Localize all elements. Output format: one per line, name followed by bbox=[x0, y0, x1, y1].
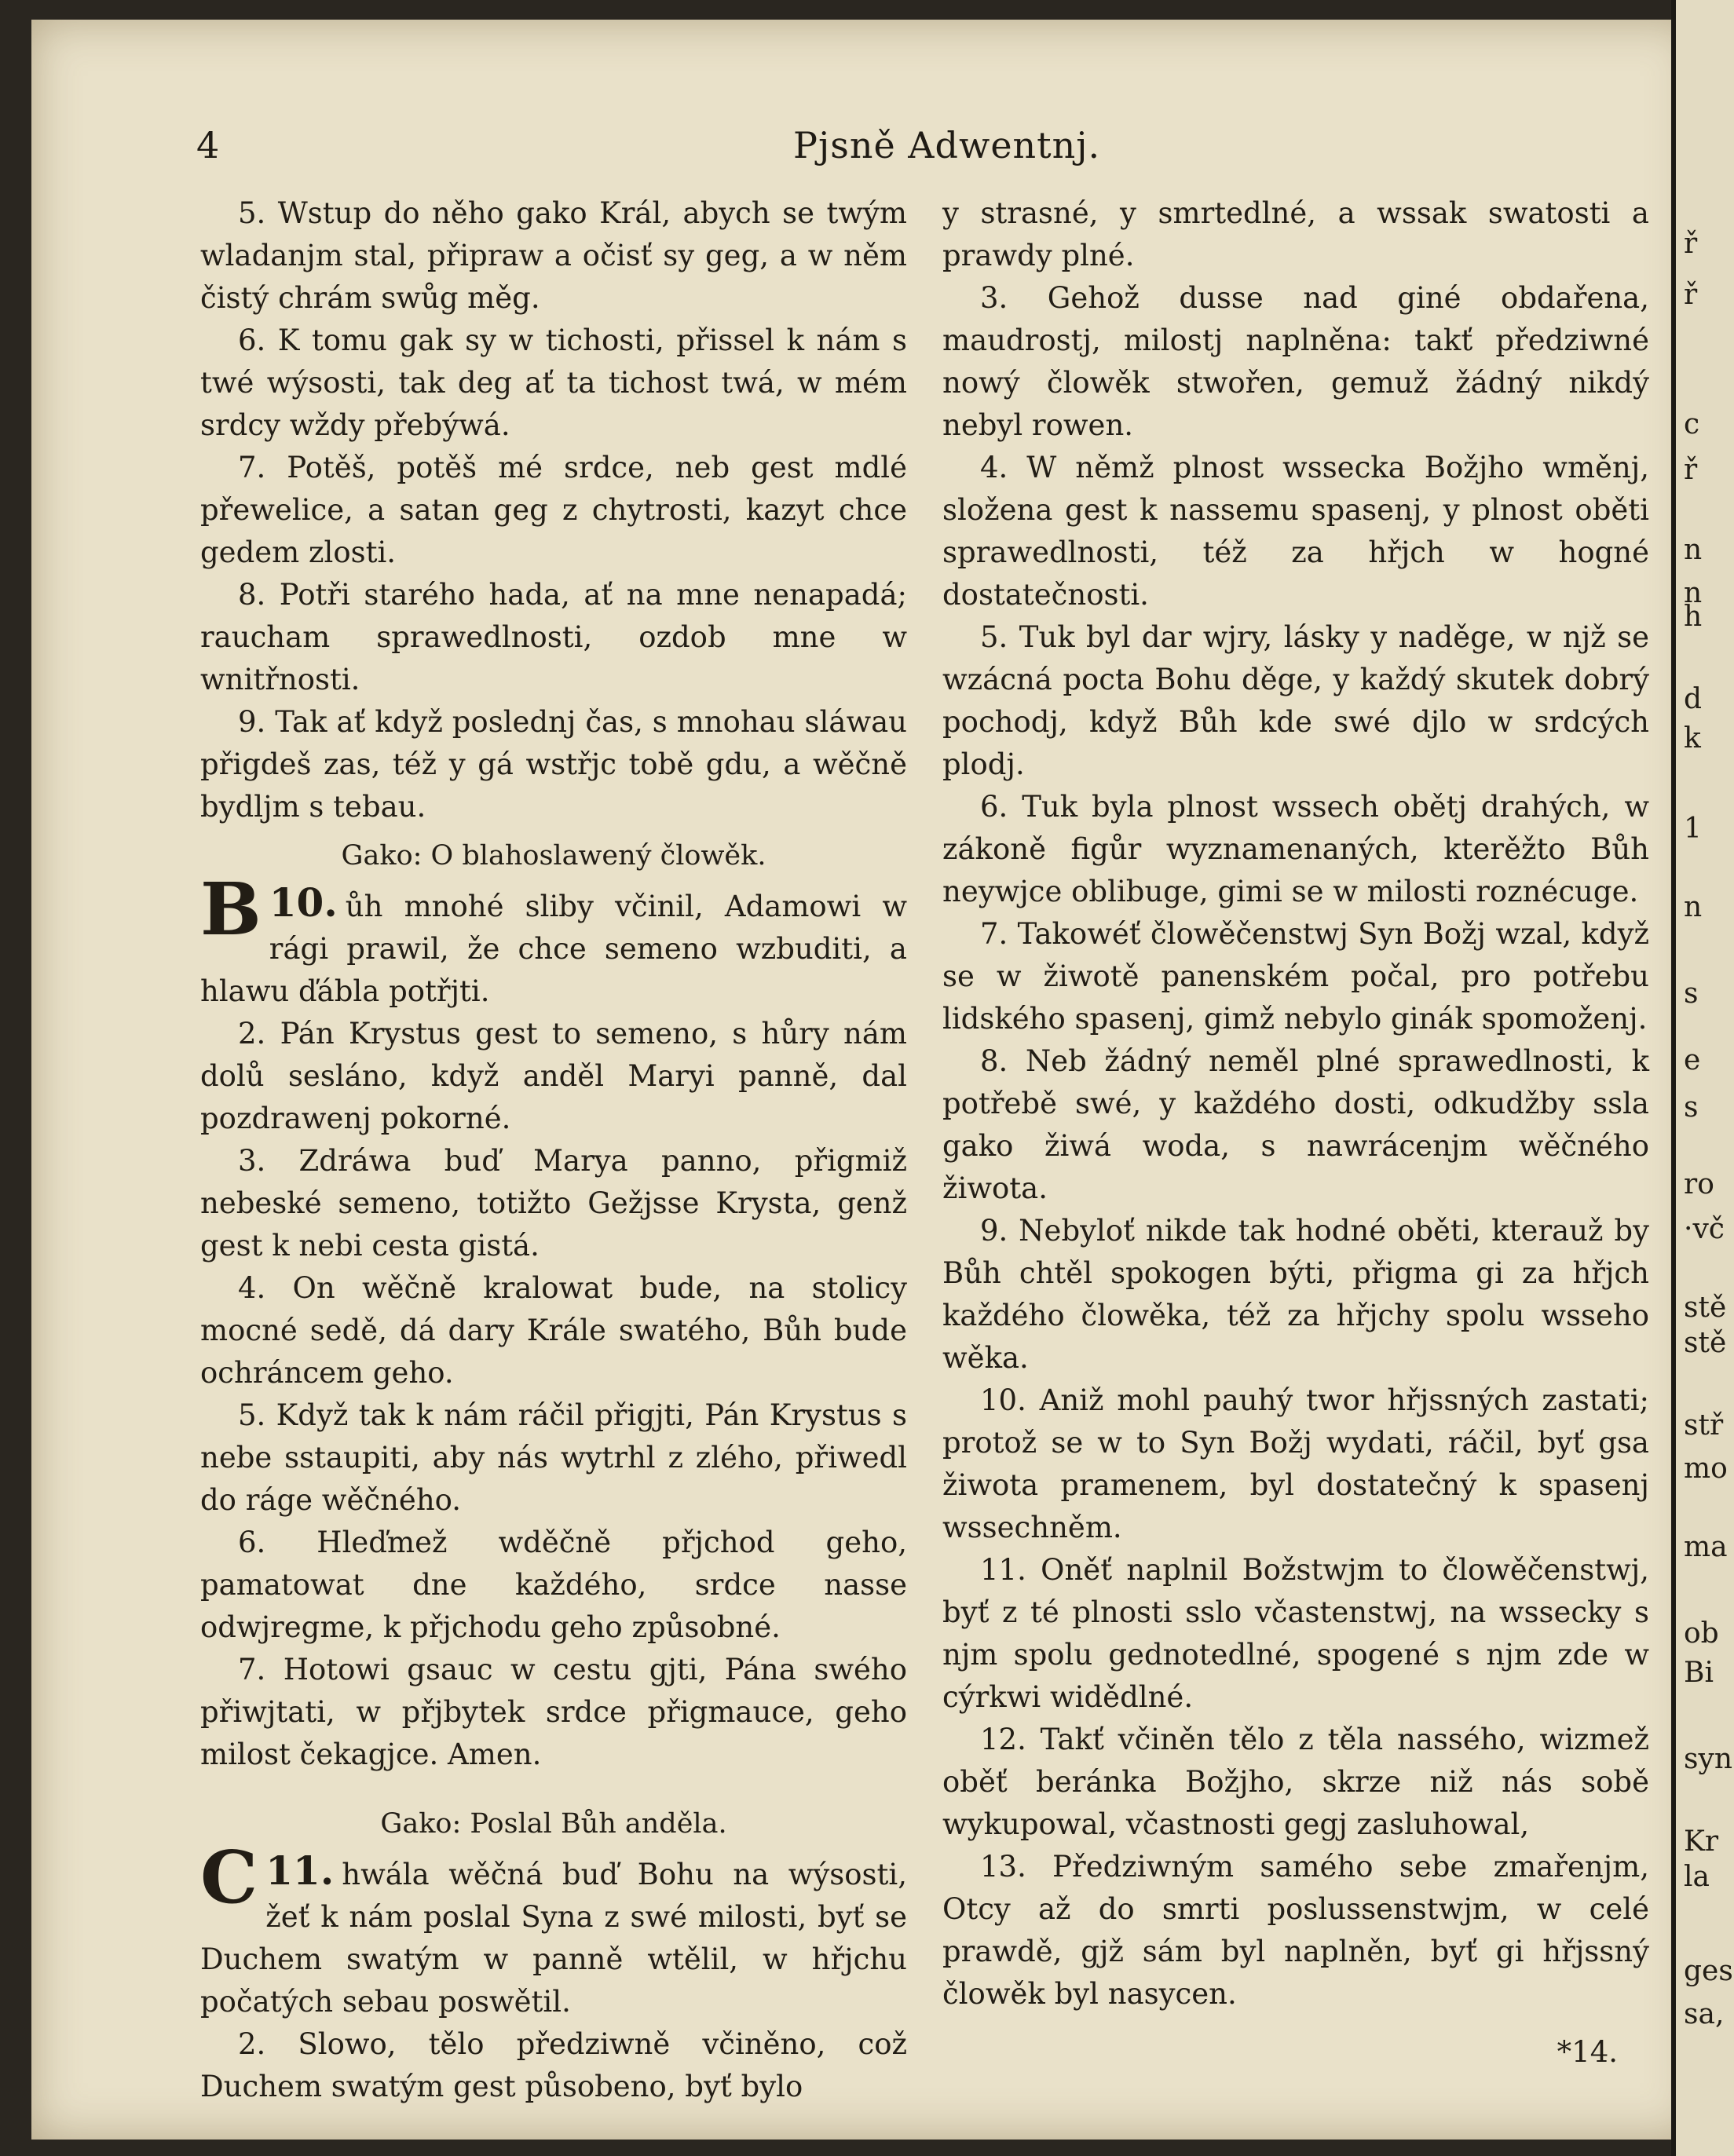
edge-fragment: la bbox=[1684, 1861, 1710, 1893]
edge-fragment: stř bbox=[1684, 1409, 1724, 1442]
edge-fragment: syn bbox=[1684, 1743, 1732, 1775]
edge-fragment: h bbox=[1684, 601, 1703, 633]
edge-fragment: s bbox=[1684, 1091, 1699, 1124]
edge-fragment: ř bbox=[1684, 454, 1698, 486]
left-column bbox=[200, 192, 907, 2103]
verse: 9. Tak ať když poslednj čas, s mnohau sláwau přigdeš zas, též y gá wstřjc tobě gdu, a wěčně bydljm s tebau. bbox=[200, 705, 907, 824]
verse: 12. Takť včiněn tělo z těla nassého, wizmež oběť beránka Božjho, skrze niž nás sobě wykupowal, včastnosti gegj zasluhowal, bbox=[942, 1723, 1649, 1841]
edge-fragment: mo bbox=[1684, 1453, 1728, 1485]
edge-fragment: n bbox=[1684, 891, 1703, 923]
edge-fragment: 1 bbox=[1684, 813, 1702, 845]
verse: 5. Wstup do něho gako Král, abych se twým wladanjm stal, připraw a očisť sy geg, a w něm čistý chrám swůg měg. bbox=[200, 196, 907, 315]
verse: 3. Zdráwa buď Marya panno, přigmiž nebeské semeno, totižto Gežjsse Krysta, genž gest k nebi cesta gistá. bbox=[200, 1144, 907, 1263]
verse: 8. Potři starého hada, ať na mne nenapadá; raucham sprawedlnosti, ozdob mne w wnitřnosti. bbox=[200, 578, 907, 696]
edge-fragment: c bbox=[1684, 408, 1700, 440]
hymn-number: 11. bbox=[265, 1847, 335, 1894]
verse: 6. Hleďmež wděčně přjchod geho, pamatowat dne každého, srdce nasse odwjregme, k přjchodu geho způsobné. bbox=[200, 1526, 907, 1644]
edge-fragment: stě bbox=[1684, 1292, 1727, 1324]
hymn-number: 10. bbox=[269, 879, 338, 926]
edge-fragment: n bbox=[1684, 577, 1703, 609]
verse: 13. Předziwným samého sebe zmařenjm, Otcy až do smrti poslussenstwjm, w celé prawdě, gjž sám byl naplněn, byť gi hřjssný člowěk byl nasycen. bbox=[942, 1850, 1649, 2011]
verse: 7. Takowéť člowěčenstwj Syn Božj wzal, když se w žiwotě panenském počal, pro potřebu lidského spasenj, gimž nebylo ginák spomoženj. bbox=[942, 917, 1649, 1036]
edge-fragment: d bbox=[1684, 683, 1703, 715]
edge-fragment: e bbox=[1684, 1044, 1701, 1076]
verse: 6. K tomu gak sy w tichosti, přissel k nám s twé wýsosti, tak deg ať ta tichost twá, w mém srdcy wždy přebýwá. bbox=[200, 323, 907, 442]
hymn-first-verse: ůh mnohé sliby včinil, Adamowi w rági prawil, že chce semeno wzbuditi, a hlawu ďábla potřjti. bbox=[200, 890, 907, 1008]
verse: 9. Nebyloť nikde tak hodné oběti, kterauž by Bůh chtěl spokogen býti, přigma gi za hřjch každého člowěka, též za hřjchy spolu wsseho wěka. bbox=[942, 1214, 1649, 1375]
verse: 11. Oněť naplnil Božstwjm to člowěčenstwj, byť z té plnosti sslo včastenstwj, na wssecky s njm spolu gednotedlné, spogené s njm zde w cýrkwi widědlné. bbox=[942, 1553, 1649, 1714]
edge-fragment: k bbox=[1684, 722, 1701, 755]
verse: 2. Pán Krystus gest to semeno, s hůry nám dolů sesláno, když anděl Maryi panně, dal pozdrawenj pokorné. bbox=[200, 1017, 907, 1135]
edge-fragment: ro bbox=[1684, 1168, 1714, 1200]
tune-reference: Gako: Poslal Bůh anděla. bbox=[380, 1808, 727, 1840]
verse: 8. Neb žádný neměl plné sprawedlnosti, k potřebě swé, y každého dosti, odkudžby ssla gako žiwá woda, s nawrácenjm wěčného žiwota. bbox=[942, 1044, 1649, 1205]
edge-fragment: sa, bbox=[1684, 1998, 1725, 2030]
edge-fragment: s bbox=[1684, 978, 1699, 1010]
verse: 4. W němž plnost wssecka Božjho wměnj, složena gest k nassemu spasenj, y plnost oběti sprawedlnosti, též za hřjch w hogné dostatečnosti. bbox=[942, 451, 1649, 612]
hymn-first-verse: hwála wěčná buď Bohu na wýsosti, žeť k nám poslal Syna z swé milosti, byť se Duchem swatým w panně wtělil, w hřjchu počatých sebau poswětil. bbox=[200, 1858, 907, 2019]
verse: 5. Když tak k nám ráčil přigjti, Pán Krystus s nebe sstaupiti, aby nás wytrhl z zlého, přiwedl do ráge wěčného. bbox=[200, 1398, 907, 1517]
verse: 3. Gehož dusse nad giné obdařena, maudrostj, milostj naplněna: takť předziwné nowý člowěk stwořen, gemuž žádný nikdý nebyl rowen. bbox=[942, 281, 1649, 442]
verse: 7. Potěš, potěš mé srdce, neb gest mdlé přewelice, a satan geg z chytrosti, kazyt chce gedem zlosti. bbox=[200, 451, 907, 569]
edge-fragment: ř bbox=[1684, 228, 1698, 260]
verse-continuation: y strasné, y smrtedlné, a wssak swatosti a prawdy plné. bbox=[942, 196, 1649, 272]
next-page-edge bbox=[1671, 0, 1734, 2156]
verse: 7. Hotowi gsauc w cestu gjti, Pána swého přiwjtati, w přjbytek srdce přigmauce, geho milost čekagjce. Amen. bbox=[200, 1653, 907, 1771]
edge-fragment: stě bbox=[1684, 1327, 1727, 1359]
verse: 4. On wěčně kralowat bude, na stolicy mocné sedě, dá dary Krále swatého, Bůh bude ochráncem geho. bbox=[200, 1271, 907, 1390]
edge-fragment: ges bbox=[1684, 1955, 1733, 1987]
verse: 6. Tuk byla plnost wssech obětj drahých, w zákoně figůr wyznamenaných, kterěžto Bůh neywjce oblibuge, gimi se w milosti roznécuge. bbox=[942, 790, 1649, 908]
page-number: 4 bbox=[196, 124, 220, 166]
verse: 5. Tuk byl dar wjry, lásky y naděge, w njž se wzácná pocta Bohu děge, y každý skutek dobrý pochodj, když Bůh kde swé djlo w srdcých plodj. bbox=[942, 620, 1649, 781]
drop-initial: B bbox=[200, 867, 262, 952]
hymn-start bbox=[200, 1835, 907, 2023]
verse: 10. Aniž mohl pauhý twor hřjssných zastati; protož se w to Syn Božj wydati, ráčil, byť gsa žiwota pramenem, byl dostatečný k spasenj wssechněm. bbox=[942, 1383, 1649, 1544]
edge-fragment: Bi bbox=[1684, 1657, 1714, 1689]
drop-initial: C bbox=[200, 1835, 258, 1920]
edge-fragment: ·vč bbox=[1684, 1213, 1725, 1245]
catchword: *14. bbox=[1557, 2035, 1618, 2069]
tune-reference: Gako: O blahoslawený člowěk. bbox=[341, 840, 766, 872]
edge-fragment: ma bbox=[1684, 1531, 1728, 1563]
edge-fragment: n bbox=[1684, 534, 1703, 566]
edge-fragment: ob bbox=[1684, 1617, 1719, 1650]
verse: 2. Slowo, tělo předziwně včiněno, což Duchem swatým gest působeno, byť bylo bbox=[200, 2027, 907, 2103]
running-title: Pjsně Adwentnj. bbox=[793, 124, 1101, 166]
edge-fragment: ř bbox=[1684, 279, 1698, 311]
right-column bbox=[942, 192, 1649, 2069]
edge-fragment: Kr bbox=[1684, 1825, 1719, 1858]
page-header bbox=[149, 124, 1681, 171]
hymn-start bbox=[200, 867, 907, 1013]
